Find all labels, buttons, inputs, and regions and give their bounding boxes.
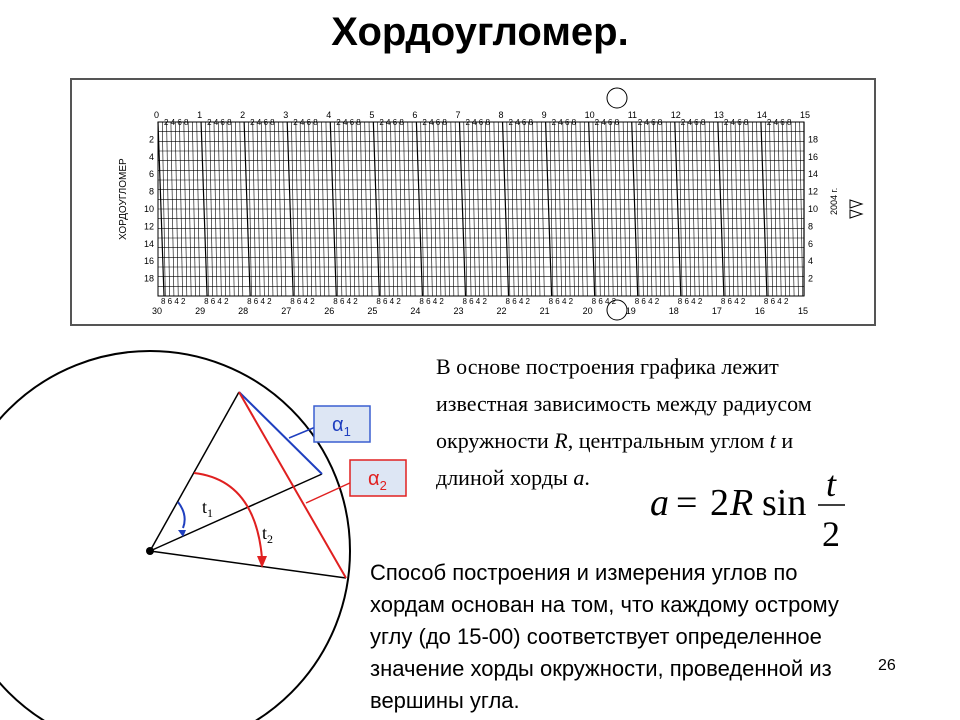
ruler-bottom-subticks: 8 6 4 2 <box>634 297 660 306</box>
ruler-bottom-number: 21 <box>539 306 550 316</box>
ruler-bottom-number: 17 <box>711 306 722 316</box>
ruler-right-scale-label: 4 <box>808 256 814 267</box>
ruler-top-subticks: 2 4 6 8 <box>422 118 447 127</box>
ruler-top-subticks: 2 4 6 8 <box>594 118 620 127</box>
paragraph2-line1: Способ построения и измерения углов по <box>370 560 798 585</box>
label-t1: $t_1$ <box>202 497 214 520</box>
chord-protractor-ruler <box>72 80 878 328</box>
formula-equals: = <box>676 482 698 524</box>
page-number: 26 <box>878 657 896 674</box>
ruler-top-subticks: 2 4 6 8 <box>293 118 318 127</box>
ruler-top-number: 5 <box>369 110 375 120</box>
paragraph2-line5: вершины угла. <box>370 688 520 713</box>
ruler-bottom-number: 20 <box>582 306 593 316</box>
formula-R: R <box>730 482 754 524</box>
ruler-top-subticks: 2 4 6 8 <box>551 118 577 127</box>
ruler-top-number: 11 <box>627 110 638 120</box>
formula-lhs: a <box>650 482 669 524</box>
ruler-bottom-subticks: 8 6 4 2 <box>161 297 186 306</box>
ruler-bottom-subticks: 8 6 4 2 <box>462 297 487 306</box>
ruler-top-number: 10 <box>584 110 595 120</box>
ruler-top-number: 9 <box>541 110 547 120</box>
ruler-right-scale-label: 2 <box>808 273 814 284</box>
chord-1 <box>239 392 322 474</box>
ruler-bottom-number: 26 <box>324 306 335 316</box>
radius-2 <box>150 474 322 551</box>
ruler-right-scale-label: 6 <box>808 238 814 249</box>
ruler-bottom-number: 24 <box>410 306 421 316</box>
ruler-top-number: 7 <box>455 110 461 120</box>
callout-alpha2-label: $\alpha_2$ <box>368 468 387 493</box>
label-t2: $t_2$ <box>262 523 274 546</box>
slide-title: Хордоугломер. <box>331 10 629 54</box>
ruler-bottom-number: 25 <box>367 306 378 316</box>
formula-svg <box>650 460 850 556</box>
ruler-right-scale-label: 12 <box>808 186 819 197</box>
ruler-top-number: 12 <box>670 110 681 120</box>
ruler-right-scale-label: 16 <box>808 151 819 162</box>
paragraph1-line3: окружности R, центральным углом t и <box>436 428 794 453</box>
method-paragraph <box>370 557 950 717</box>
callout-alpha2-leader <box>306 482 352 503</box>
callout-alpha1-label: $\alpha_1$ <box>332 414 351 439</box>
formula-sin: sin <box>762 482 807 524</box>
paragraph2-line2: хордам основан на том, что каждому острому <box>370 592 839 617</box>
ruler-top-number: 14 <box>756 110 767 120</box>
arc-t1 <box>178 502 185 528</box>
ruler-bottom-subticks: 8 6 4 2 <box>333 297 358 306</box>
chord-protractor-image <box>70 78 876 326</box>
ruler-left-scale-label: 8 <box>148 186 154 197</box>
ruler-bottom-subticks: 8 6 4 2 <box>548 297 574 306</box>
ruler-left-scale-label: 10 <box>143 204 154 214</box>
ruler-left-scale-label: 14 <box>143 238 154 249</box>
ruler-left-scale-label: 16 <box>143 256 154 267</box>
ruler-left-scale-label: 4 <box>148 151 154 162</box>
paragraph2-line3: углу (до 15-00) соответствует определенное <box>370 624 822 649</box>
ruler-left-scale-label: 6 <box>148 169 154 180</box>
ruler-top-subticks: 2 4 6 8 <box>207 118 232 127</box>
formula-numerator: t <box>826 464 837 504</box>
ruler-bottom-subticks: 8 6 4 2 <box>247 297 272 306</box>
ruler-bottom-subticks: 8 6 4 2 <box>763 297 789 306</box>
ruler-top-number: 6 <box>412 110 418 120</box>
ruler-bottom-number: 30 <box>152 306 163 316</box>
ruler-top-subticks: 2 4 6 8 <box>766 118 792 127</box>
ruler-bottom-number: 19 <box>625 306 636 316</box>
ruler-bottom-number: 16 <box>754 306 765 316</box>
ruler-right-scale-label: 10 <box>808 204 819 214</box>
ruler-vertical-title: ХОРДОУГЛОМЕР <box>118 158 129 240</box>
ruler-year-label: 2004 г. <box>829 187 839 215</box>
ruler-bottom-subticks: 8 6 4 2 <box>290 297 315 306</box>
ruler-bottom-subticks: 8 6 4 2 <box>677 297 703 306</box>
chord-formula <box>650 460 850 556</box>
ruler-top-subticks: 2 4 6 8 <box>250 118 275 127</box>
ruler-bottom-subticks: 8 6 4 2 <box>376 297 401 306</box>
ruler-bottom-subticks: 8 6 4 2 <box>419 297 444 306</box>
ruler-bottom-number: 15 <box>798 306 809 316</box>
paragraph1-line4: длиной хорды a. <box>436 465 590 490</box>
paragraph2-line4: значение хорды окружности, проведенной из <box>370 656 832 681</box>
ruler-bottom-number: 27 <box>281 306 292 316</box>
ruler-top-subticks: 2 4 6 8 <box>164 118 189 127</box>
ruler-top-marker-circle <box>607 88 627 108</box>
ruler-top-number: 8 <box>498 110 504 120</box>
ruler-top-subticks: 2 4 6 8 <box>465 118 490 127</box>
ruler-right-scale-label: 18 <box>808 134 819 145</box>
ruler-bottom-subticks: 8 6 4 2 <box>591 297 617 306</box>
formula-denominator: 2 <box>822 514 840 554</box>
ruler-top-subticks: 2 4 6 8 <box>680 118 706 127</box>
circle <box>0 351 350 720</box>
ruler-right-scale-label: 8 <box>808 221 814 232</box>
ruler-top-subticks: 2 4 6 8 <box>336 118 361 127</box>
ruler-bottom-marker-circle <box>607 300 627 320</box>
ruler-top-number: 4 <box>326 110 332 120</box>
ruler-top-subticks: 2 4 6 8 <box>379 118 404 127</box>
ruler-top-number: 1 <box>197 110 203 120</box>
ruler-left-scale-label: 18 <box>143 273 154 284</box>
paragraph1-line1: В основе построения графика лежит <box>436 354 779 379</box>
ruler-bottom-number: 23 <box>453 306 464 316</box>
ruler-bottom-number: 18 <box>668 306 679 316</box>
ruler-top-subticks: 2 4 6 8 <box>508 118 534 127</box>
ruler-top-number: 13 <box>713 110 724 120</box>
ruler-bottom-subticks: 8 6 4 2 <box>720 297 746 306</box>
radius-3 <box>150 551 346 578</box>
ruler-bottom-number: 29 <box>195 306 206 316</box>
ruler-top-number: 2 <box>240 110 246 120</box>
radius-1 <box>150 392 239 551</box>
paragraph1-line2: известная зависимость между радиусом <box>436 391 812 416</box>
ruler-right-scale-label: 14 <box>808 169 819 180</box>
ruler-bottom-number: 28 <box>238 306 249 316</box>
ruler-top-subticks: 2 4 6 8 <box>637 118 663 127</box>
ruler-bottom-subticks: 8 6 4 2 <box>204 297 229 306</box>
ruler-top-number: 15 <box>800 110 811 120</box>
ruler-left-scale-label: 12 <box>143 221 154 232</box>
ruler-top-subticks: 2 4 6 8 <box>723 118 749 127</box>
ruler-top-number: 0 <box>154 110 160 120</box>
formula-coef: 2 <box>710 482 729 524</box>
ruler-top-number: 3 <box>283 110 289 120</box>
ruler-bottom-subticks: 8 6 4 2 <box>505 297 531 306</box>
ruler-left-scale-label: 2 <box>148 134 154 145</box>
ruler-bottom-number: 22 <box>496 306 507 316</box>
ruler-logo-icon <box>850 200 862 218</box>
